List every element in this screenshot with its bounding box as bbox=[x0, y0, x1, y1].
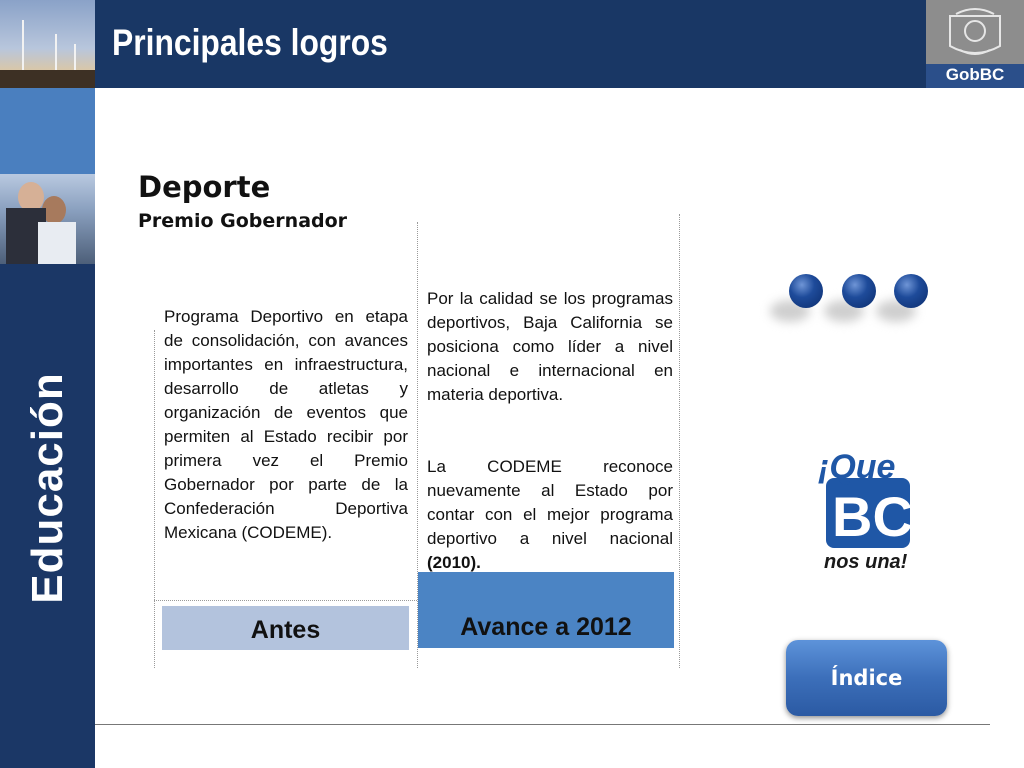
people-photo bbox=[0, 174, 95, 264]
sidebar-accent-block bbox=[0, 88, 95, 174]
section-subtitle: Premio Gobernador bbox=[138, 210, 348, 232]
bullet-dots-icon bbox=[766, 270, 936, 330]
column-divider bbox=[154, 600, 417, 601]
section-title: Deporte bbox=[138, 170, 271, 204]
indice-button[interactable]: Índice bbox=[786, 640, 947, 716]
qbc-logo-line1: ¡Que bbox=[818, 448, 896, 486]
wind-turbine-photo bbox=[0, 0, 95, 88]
gobbc-logo-text: GobBC bbox=[926, 64, 1024, 88]
avance-paragraph-2-text: La CODEME reconoce nuevamente al Estado por contar con el mejor programa deportivo a nivel nacional bbox=[427, 457, 673, 548]
que-bc-nos-una-logo bbox=[812, 440, 922, 580]
avance-paragraph-2 bbox=[427, 455, 673, 575]
column-divider bbox=[679, 214, 680, 668]
gobbc-emblem-icon bbox=[936, 4, 1014, 62]
qbc-logo-line2: BC bbox=[832, 485, 913, 548]
antes-label: Antes bbox=[162, 606, 409, 650]
avance-label: Avance a 2012 bbox=[418, 572, 674, 648]
page-title: Principales logros bbox=[112, 22, 388, 63]
avance-paragraph-1: Por la calidad se los programas deportivos, Baja California se posiciona como líder a nivel nacional e internacional en materia deportiva. bbox=[427, 289, 673, 404]
footer-divider bbox=[95, 724, 990, 725]
column-divider bbox=[154, 330, 155, 668]
sidebar-section-label: Educación bbox=[23, 372, 72, 604]
qbc-logo-line3: nos una! bbox=[824, 551, 908, 573]
antes-paragraph: Programa Deportivo en etapa de consolidación, con avances importantes en infraestructura, desarrollo de atletas y organización de eventos que permiten al Estado recibir por primera vez el Premio Gobernador por parte de la Confederación Deportiva Mexicana (CODEME). bbox=[164, 307, 408, 542]
avance-paragraph-2-year: (2010). bbox=[427, 553, 481, 572]
